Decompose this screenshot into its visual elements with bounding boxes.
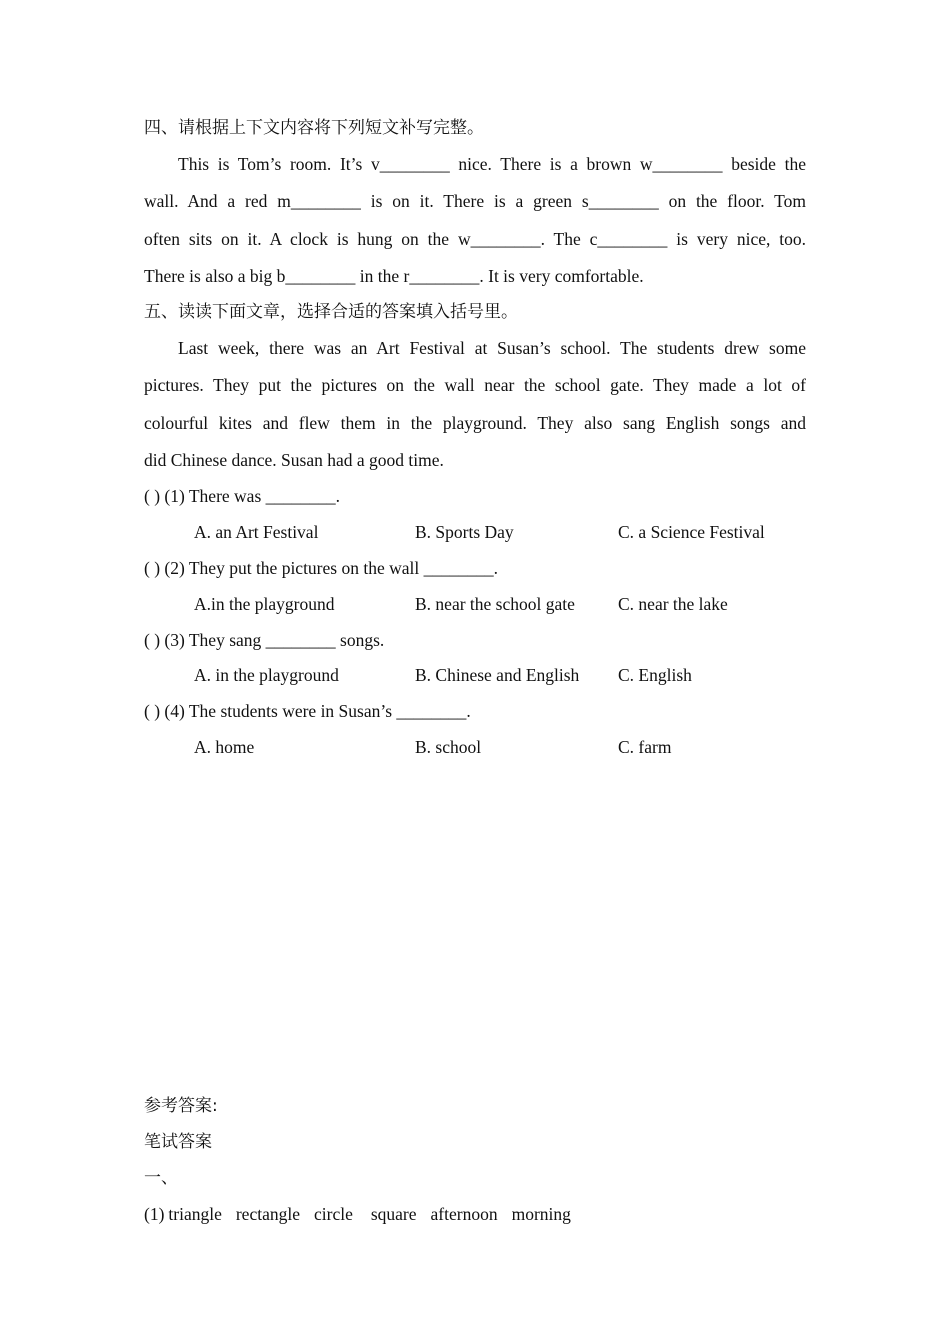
question-3-option-a: A. in the playground — [194, 665, 339, 685]
section-4-line-1: This is Tom’s room. It’s v________ nice. There is a brown w________ beside the — [178, 154, 806, 174]
passage-line-1: Last week, there was an Art Festival at Susan’s school. The students drew some — [178, 338, 806, 358]
question-2-option-a: A.in the playground — [194, 594, 335, 614]
question-4-option-a: A. home — [194, 737, 255, 757]
answers-subtitle: 笔试答案 — [144, 1132, 212, 1152]
question-2-stem: ( ) (2) They put the pictures on the wall ________. — [144, 558, 498, 578]
question-3-stem: ( ) (3) They sang ________ songs. — [144, 630, 385, 650]
passage-line-2: pictures. They put the pictures on the wall near the school gate. They made a lot of — [144, 375, 806, 395]
question-1-stem: ( ) (1) There was ________. — [144, 486, 341, 506]
question-1-option-b: B. Sports Day — [415, 522, 514, 542]
question-1-option-c: C. a Science Festival — [618, 522, 765, 542]
answers-part-1-label: 一、 — [144, 1168, 178, 1188]
answer-word: triangle — [168, 1204, 222, 1224]
question-3-option-b: B. Chinese and English — [415, 665, 580, 685]
section-5-heading: 五、读读下面文章，选择合适的答案填入括号里。 — [144, 302, 518, 322]
answers-item-1 — [144, 1202, 806, 1226]
answer-word: circle — [313, 1204, 353, 1224]
passage-line-3: colourful kites and flew them in the playground. They also sang English songs and — [144, 413, 806, 433]
passage-line-4: did Chinese dance. Susan had a good time. — [144, 450, 444, 470]
question-2-option-b: B. near the school gate — [415, 594, 575, 614]
question-1-option-a: A. an Art Festival — [194, 522, 319, 542]
answer-word: afternoon — [430, 1204, 498, 1224]
section-4-line-2: wall. And a red m________ is on it. There is a green s________ on the floor. Tom — [144, 191, 806, 211]
answer-word: rectangle — [235, 1204, 300, 1224]
question-3-option-c: C. English — [618, 665, 692, 685]
answers-item-1-prefix: (1) — [144, 1204, 165, 1224]
answers-title: 参考答案: — [144, 1096, 218, 1116]
question-4-option-b: B. school — [415, 737, 482, 757]
section-4-line-4: There is also a big b________ in the r________. It is very comfortable. — [144, 266, 644, 286]
answer-word: morning — [511, 1204, 571, 1224]
answer-word: square — [370, 1204, 417, 1224]
section-4-line-3: often sits on it. A clock is hung on the w________. The c________ is very nice, too. — [144, 229, 806, 249]
section-4-heading: 四、请根据上下文内容将下列短文补写完整。 — [144, 118, 484, 138]
question-4-option-c: C. farm — [618, 737, 672, 757]
question-4-stem: ( ) (4) The students were in Susan’s ________. — [144, 701, 471, 721]
question-2-option-c: C. near the lake — [618, 594, 728, 614]
